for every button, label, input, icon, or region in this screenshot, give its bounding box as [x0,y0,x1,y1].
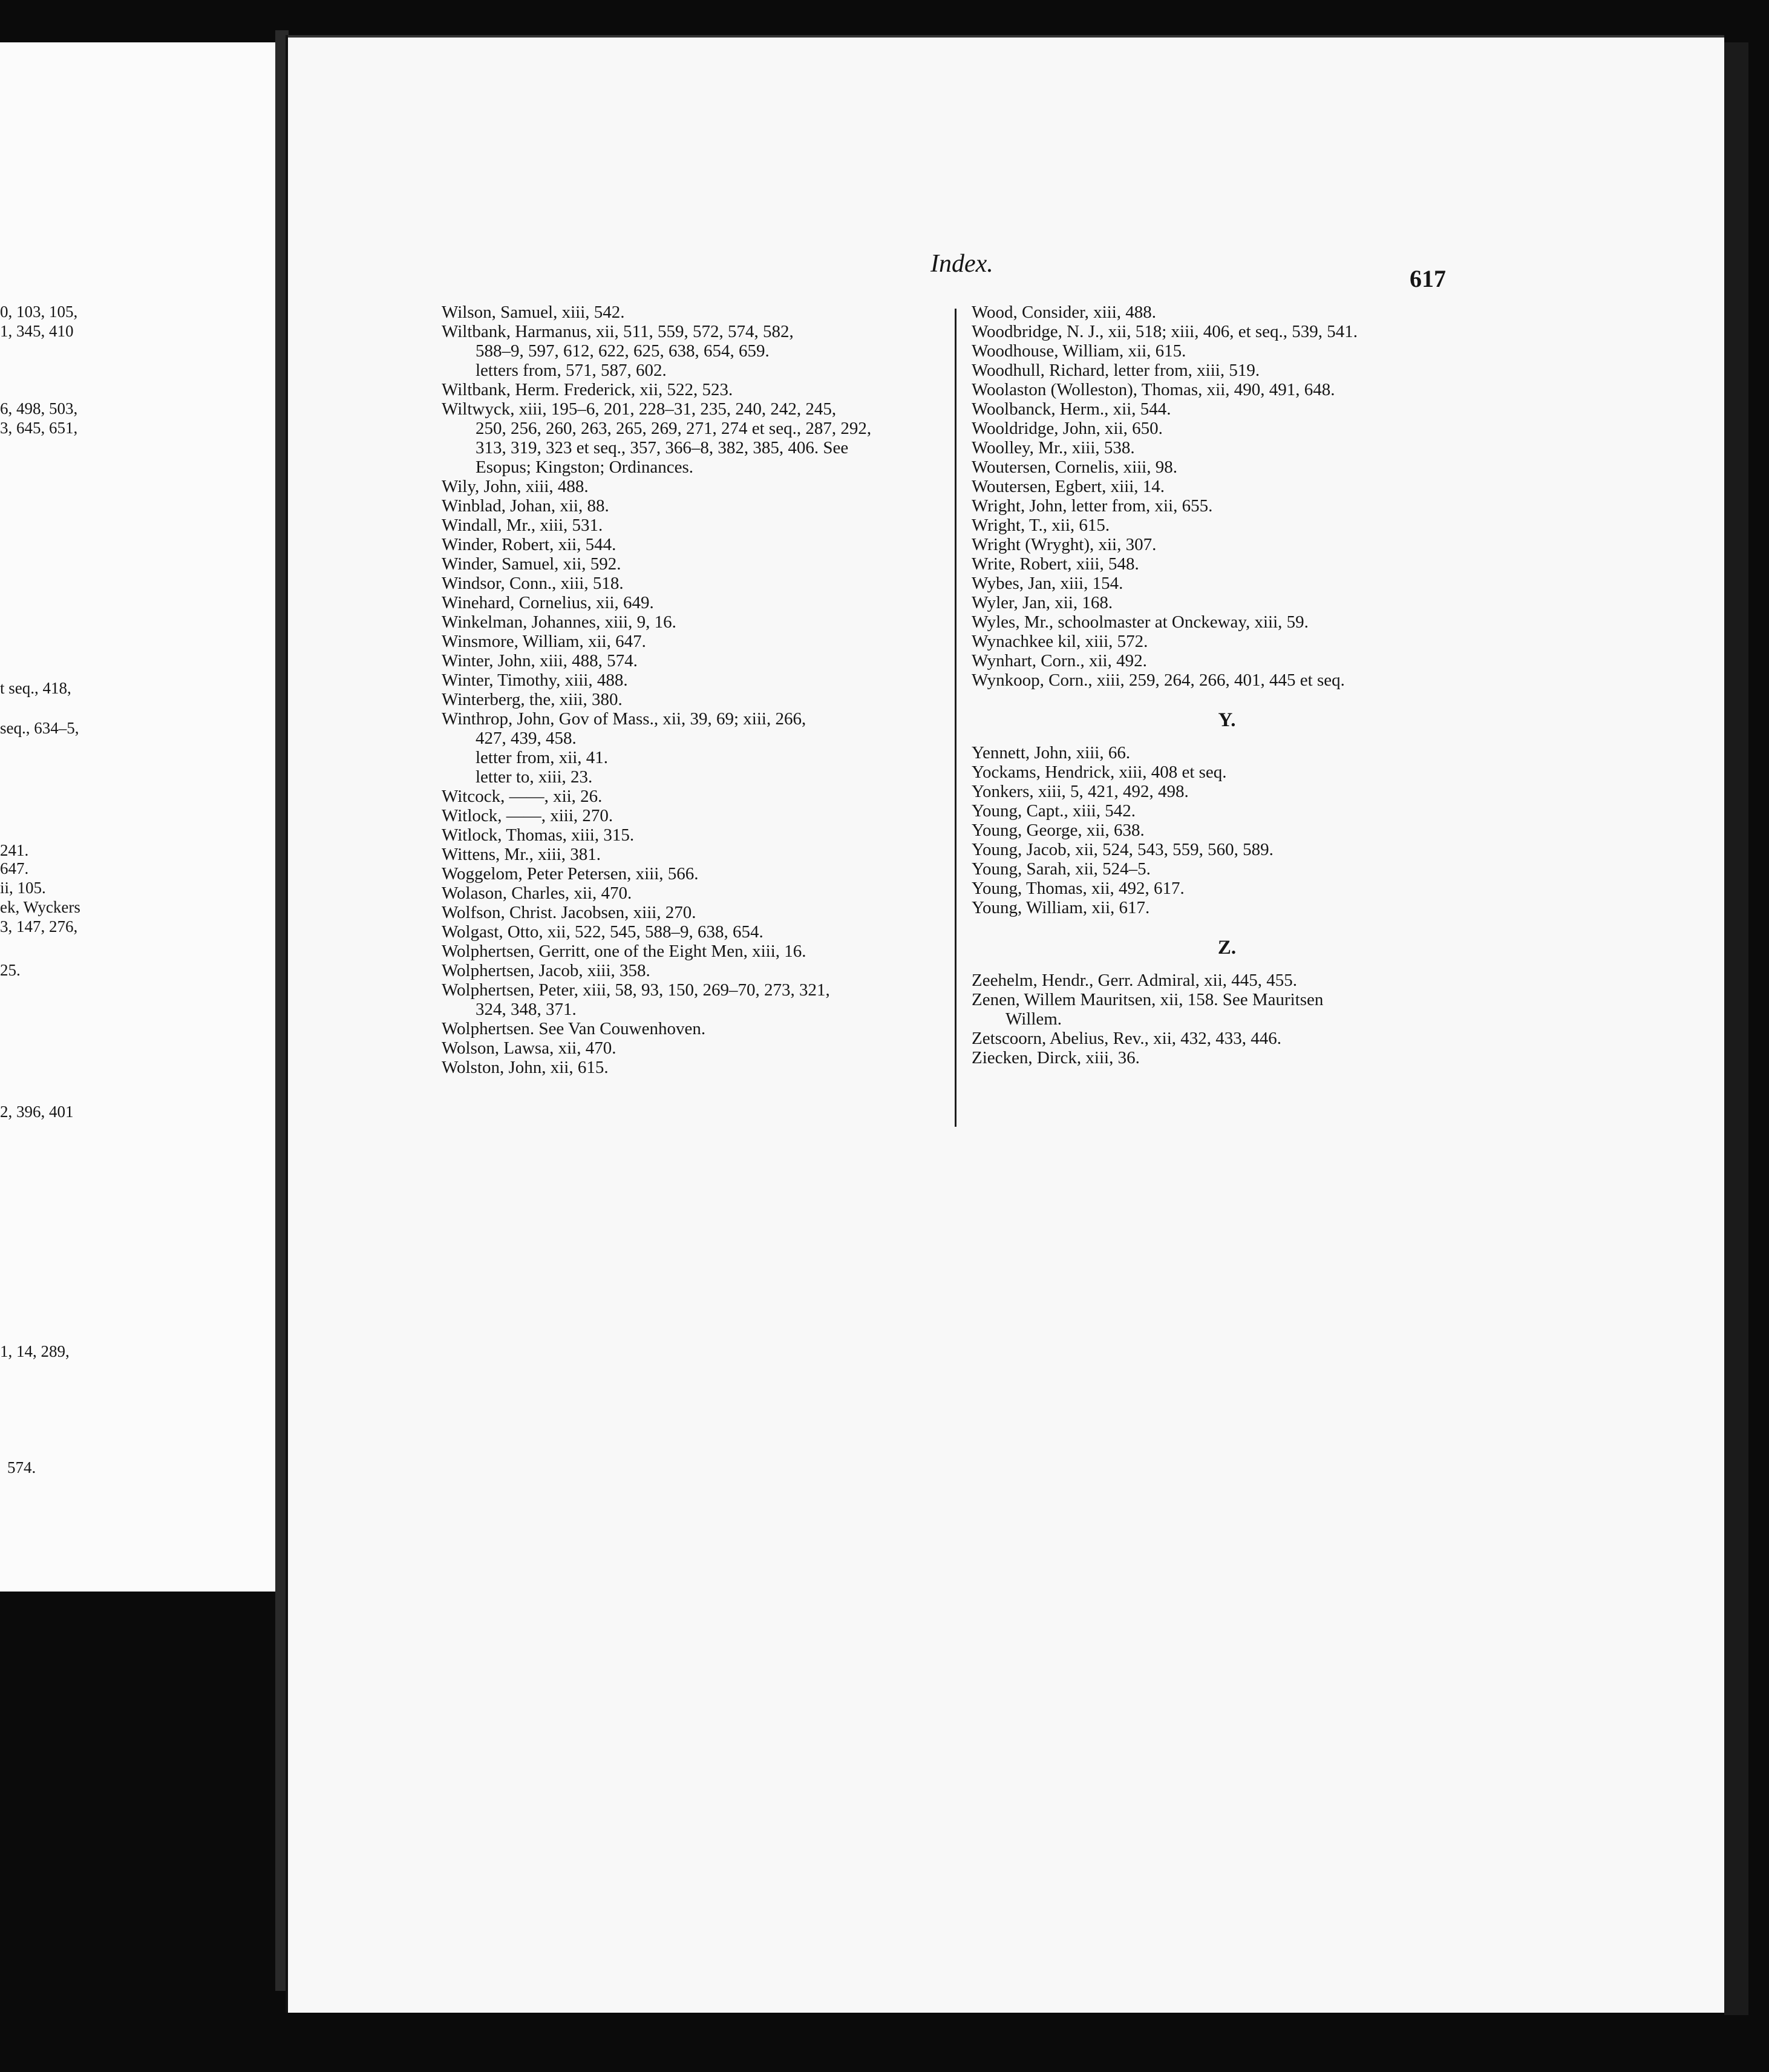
left-fragment: seq., 634–5, [0,719,79,737]
index-entry: Young, Sarah, xii, 524–5. [972,859,1151,879]
index-entry: Yonkers, xiii, 5, 421, 492, 498. [972,782,1189,801]
index-entry: Wyler, Jan, xii, 168. [972,593,1113,612]
index-entry: Wolphertsen, Jacob, xiii, 358. [442,961,650,980]
column-rule [955,309,956,1127]
left-fragment: 1, 345, 410 [0,322,74,340]
index-entry: Wiltbank, Herm. Frederick, xii, 522, 523. [442,380,733,399]
index-entry: Wood, Consider, xiii, 488. [972,303,1157,322]
index-entry: Winter, John, xiii, 488, 574. [442,651,638,670]
index-entry: Wittens, Mr., xiii, 381. [442,845,601,864]
index-entry: Woolaston (Wolleston), Thomas, xii, 490, 491, 648. [972,380,1335,399]
index-entry: Wolson, Lawsa, xii, 470. [442,1038,616,1058]
index-entry: Young, Thomas, xii, 492, 617. [972,879,1185,898]
index-entry: Young, George, xii, 638. [972,821,1145,840]
index-entry: Winehard, Cornelius, xii, 649. [442,593,654,612]
index-entry: Zeehelm, Hendr., Gerr. Admiral, xii, 445, 455. [972,971,1298,990]
page-edge-shadow [1724,42,1748,2015]
index-column-right [972,303,1482,1067]
index-entry-continuation: letters from, 571, 587, 602. [476,361,667,380]
index-entry: Wiltbank, Harmanus, xii, 511, 559, 572, 574, 582, [442,322,794,341]
index-entry: Woutersen, Egbert, xiii, 14. [972,477,1165,496]
index-entry: Windall, Mr., xiii, 531. [442,516,603,535]
index-entry: Yennett, John, xiii, 66. [972,743,1131,762]
left-fragment: 0, 103, 105, [0,303,78,321]
index-entry: Wolphertsen. See Van Couwenhoven. [442,1019,706,1038]
index-entry: Wolphertsen, Peter, xiii, 58, 93, 150, 269–70, 273, 321, [442,980,830,1000]
index-entry: Woodbridge, N. J., xii, 518; xiii, 406, et seq., 539, 541. [972,322,1358,341]
left-fragment: 647. [0,859,29,877]
index-entry: Woolley, Mr., xiii, 538. [972,438,1135,457]
index-entry: Woodhull, Richard, letter from, xiii, 519. [972,361,1260,380]
index-entry: Wolfson, Christ. Jacobsen, xiii, 270. [442,903,696,922]
index-entry: Wyles, Mr., schoolmaster at Onckeway, xiii, 59. [972,612,1309,632]
index-entry: Wilson, Samuel, xiii, 542. [442,303,625,322]
left-fragment: ek, Wyckers [0,898,80,916]
index-entry-continuation: 250, 256, 260, 263, 265, 269, 271, 274 et seq., 287, 292, [476,419,872,438]
index-entry: Wolgast, Otto, xii, 522, 545, 588–9, 638, 654. [442,922,764,942]
left-fragment: t seq., 418, [0,679,71,697]
index-entry: Witcock, ——, xii, 26. [442,787,603,806]
index-entry: Zenen, Willem Mauritsen, xii, 158. See Mauritsen [972,990,1324,1009]
index-entry: Wynachkee kil, xiii, 572. [972,632,1148,651]
index-entry: Wolphertsen, Gerritt, one of the Eight Men, xiii, 16. [442,942,806,961]
left-page-edge [0,42,275,1592]
index-entry: Wybes, Jan, xiii, 154. [972,574,1123,593]
left-fragment: 3, 147, 276, [0,917,78,936]
index-entry-continuation: Willem. [1005,1009,1062,1029]
index-entry: Wright, T., xii, 615. [972,516,1110,535]
index-entry: Wynhart, Corn., xii, 492. [972,651,1147,670]
section-letter-heading: Z. [1217,937,1237,959]
index-entry-continuation: 324, 348, 371. [476,1000,577,1019]
index-entry: Wily, John, xiii, 488. [442,477,589,496]
left-fragment: 6, 498, 503, [0,399,78,418]
index-entry: Winblad, Johan, xii, 88. [442,496,609,516]
index-entry: Wolason, Charles, xii, 470. [442,884,632,903]
index-entry: Wooldridge, John, xii, 650. [972,419,1163,438]
index-column-left [442,303,955,1077]
index-entry-continuation: Esopus; Kingston; Ordinances. [476,457,694,477]
left-fragment: 25. [0,961,21,979]
index-entry: Windsor, Conn., xiii, 518. [442,574,624,593]
index-entry-continuation: letter from, xii, 41. [476,748,609,767]
left-fragment: 3, 645, 651, [0,419,78,437]
index-entry: Wiltwyck, xiii, 195–6, 201, 228–31, 235, 240, 242, 245, [442,399,837,419]
index-entry: Woolbanck, Herm., xii, 544. [972,399,1171,419]
left-fragment: 574. [7,1458,36,1477]
running-head: Index. [930,250,993,278]
index-entry: Woutersen, Cornelis, xiii, 98. [972,457,1177,477]
index-entry: Zetscoorn, Abelius, Rev., xii, 432, 433, 446. [972,1029,1282,1048]
index-entry: Young, Jacob, xii, 524, 543, 559, 560, 589. [972,840,1274,859]
index-entry: Wynkoop, Corn., xiii, 259, 264, 266, 401, 445 et seq. [972,670,1345,690]
section-letter-heading: Y. [1218,709,1236,731]
index-entry: Woggelom, Peter Petersen, xiii, 566. [442,864,699,884]
index-entry: Ziecken, Dirck, xiii, 36. [972,1048,1140,1067]
index-entry: Winthrop, John, Gov of Mass., xii, 39, 69; xiii, 266, [442,709,806,729]
index-entry: Winder, Robert, xii, 544. [442,535,616,554]
left-fragment: ii, 105. [0,879,46,897]
index-entry: Yockams, Hendrick, xiii, 408 et seq. [972,762,1227,782]
index-entry: Winter, Timothy, xiii, 488. [442,670,628,690]
index-entry: Wright (Wryght), xii, 307. [972,535,1157,554]
index-entry: Winkelman, Johannes, xiii, 9, 16. [442,612,676,632]
index-entry-continuation: 313, 319, 323 et seq., 357, 366–8, 382, 385, 406. See [476,438,849,457]
page-number: 617 [1410,265,1446,292]
index-entry-continuation: letter to, xiii, 23. [476,767,593,787]
index-entry: Winsmore, William, xii, 647. [442,632,646,651]
index-entry: Wright, John, letter from, xii, 655. [972,496,1213,516]
index-entry-continuation: 427, 439, 458. [476,729,577,748]
index-entry: Wolston, John, xii, 615. [442,1058,609,1077]
left-fragment: 2, 396, 401 [0,1103,74,1121]
index-entry: Young, Capt., xiii, 542. [972,801,1136,821]
left-fragment: 1, 14, 289, [0,1342,70,1360]
index-entry: Woodhouse, William, xii, 615. [972,341,1186,361]
index-entry: Witlock, Thomas, xiii, 315. [442,825,635,845]
index-entry: Winterberg, the, xiii, 380. [442,690,623,709]
left-fragment: 241. [0,841,29,859]
index-entry: Young, William, xii, 617. [972,898,1150,917]
index-entry: Write, Robert, xiii, 548. [972,554,1139,574]
index-entry-continuation: 588–9, 597, 612, 622, 625, 638, 654, 659. [476,341,770,361]
index-entry: Winder, Samuel, xii, 592. [442,554,621,574]
index-entry: Witlock, ——, xiii, 270. [442,806,613,825]
